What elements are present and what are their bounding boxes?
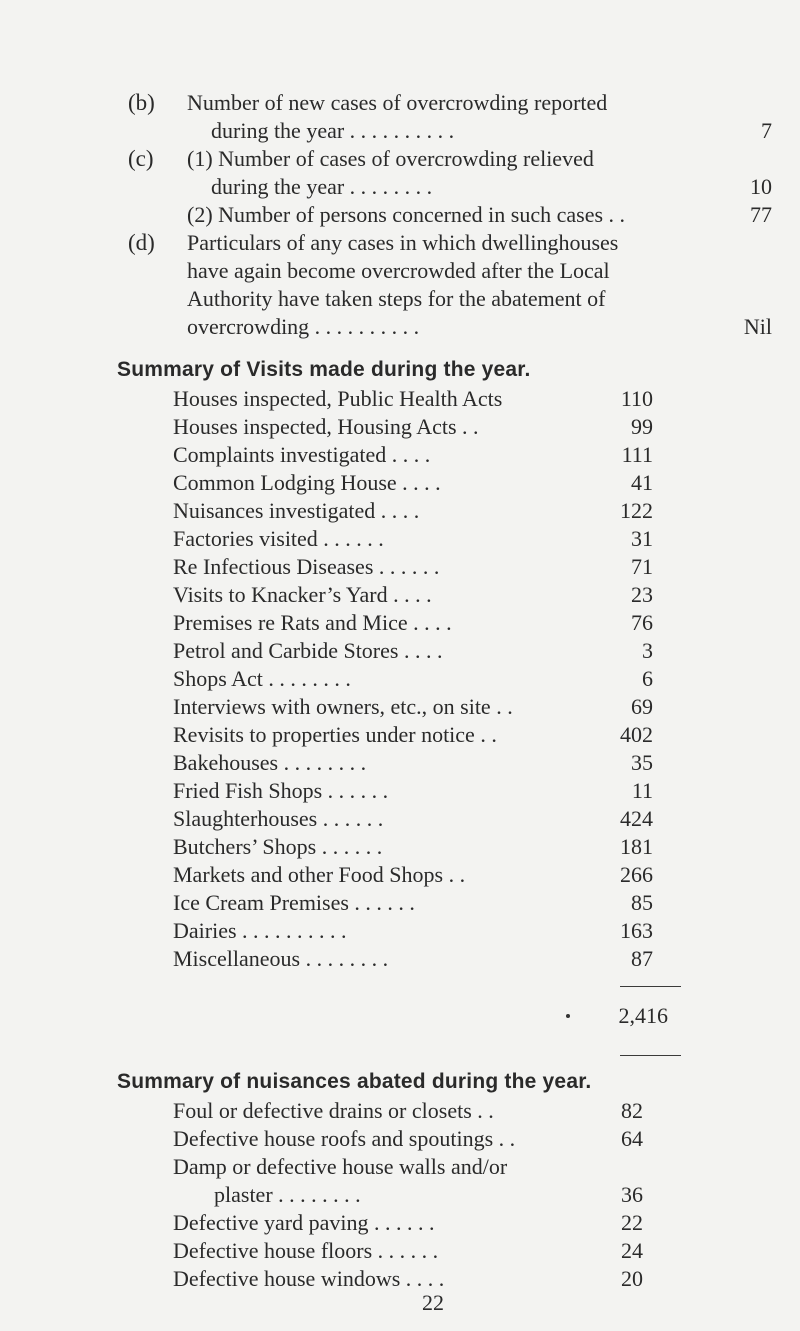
visits-row-value: 85: [631, 890, 653, 915]
item-d-line-3: Authority have taken steps for the abatement of: [187, 286, 606, 311]
visits-row-label: Miscellaneous . . . . . . . .: [173, 946, 389, 971]
item-label-d: (d): [128, 230, 155, 255]
visits-row-label: Interviews with owners, etc., on site . .: [173, 694, 513, 719]
visits-row-label: Revisits to properties under notice . .: [173, 722, 497, 747]
visits-row-value: 41: [631, 470, 653, 495]
visits-row-value: 23: [631, 582, 653, 607]
visits-row-label: Complaints investigated . . . .: [173, 442, 431, 467]
visits-total: 2,416: [618, 1003, 668, 1028]
nuisances-row-label: Defective yard paving . . . . . .: [173, 1210, 435, 1235]
visits-row-label: Fried Fish Shops . . . . . .: [173, 778, 389, 803]
item-b-value: 7: [761, 118, 772, 143]
item-d-line-4: overcrowding . . . . . . . . . .: [187, 314, 420, 339]
nuisances-row-label: Damp or defective house walls and/or: [173, 1154, 508, 1179]
item-d-line-2: have again become overcrowded after the Local: [187, 258, 610, 283]
item-d-value: Nil: [743, 314, 772, 339]
visits-row-value: 266: [620, 862, 653, 887]
visits-row-label: Houses inspected, Housing Acts . .: [173, 414, 479, 439]
item-b-line-1: Number of new cases of overcrowding reported: [187, 90, 608, 115]
visits-row-label: Markets and other Food Shops . .: [173, 862, 466, 887]
visits-row-value: 110: [620, 386, 653, 411]
total-bullet: [566, 1014, 570, 1018]
item-label-b: (b): [128, 90, 155, 115]
nuisances-row-label: Foul or defective drains or closets . .: [173, 1098, 494, 1123]
item-label-c: (c): [128, 146, 154, 171]
visits-row-value: 35: [631, 750, 653, 775]
visits-row-label: Slaughterhouses . . . . . .: [173, 806, 384, 831]
total-top-rule: [620, 986, 681, 987]
visits-row-value: 111: [621, 442, 653, 467]
visits-row-value: 163: [620, 918, 653, 943]
total-bottom-rule: [620, 1055, 681, 1056]
visits-row-value: 87: [631, 946, 653, 971]
visits-row-value: 424: [620, 806, 653, 831]
nuisances-row-value: 20: [621, 1266, 643, 1291]
nuisances-row-value: 64: [621, 1126, 643, 1151]
item-c1-line-1: (1) Number of cases of overcrowding relieved: [187, 146, 594, 171]
item-c2-value: 77: [750, 202, 772, 227]
visits-row-label: Butchers’ Shops . . . . . .: [173, 834, 383, 859]
visits-row-value: 31: [631, 526, 653, 551]
visits-row-value: 402: [620, 722, 653, 747]
nuisances-row-value: 22: [621, 1210, 643, 1235]
visits-row-value: 99: [631, 414, 653, 439]
item-c1-line-2: during the year . . . . . . . .: [211, 174, 433, 199]
visits-row-value: 71: [631, 554, 653, 579]
nuisances-row-label-continued: plaster . . . . . . . .: [214, 1182, 361, 1207]
visits-row-label: Petrol and Carbide Stores . . . .: [173, 638, 443, 663]
item-c2-line-1: (2) Number of persons concerned in such cases . .: [187, 202, 626, 227]
visits-row-label: Re Infectious Diseases . . . . . .: [173, 554, 440, 579]
visits-row-label: Premises re Rats and Mice . . . .: [173, 610, 452, 635]
visits-row-label: Houses inspected, Public Health Acts: [173, 386, 503, 411]
nuisances-row-value: 24: [621, 1238, 643, 1263]
visits-row-label: Nuisances investigated . . . .: [173, 498, 420, 523]
visits-row-value: 6: [642, 666, 653, 691]
visits-row-value: 69: [631, 694, 653, 719]
item-d-line-1: Particulars of any cases in which dwellinghouses: [187, 230, 619, 255]
item-b-line-2: during the year . . . . . . . . . .: [211, 118, 455, 143]
visits-row-label: Visits to Knacker’s Yard . . . .: [173, 582, 432, 607]
visits-row-value: 181: [620, 834, 653, 859]
visits-row-value: 122: [620, 498, 653, 523]
visits-row-label: Shops Act . . . . . . . .: [173, 666, 351, 691]
nuisances-row-label: Defective house floors . . . . . .: [173, 1238, 439, 1263]
visits-row-label: Dairies . . . . . . . . . .: [173, 918, 347, 943]
visits-row-label: Bakehouses . . . . . . . .: [173, 750, 367, 775]
visits-row-label: Common Lodging House . . . .: [173, 470, 441, 495]
visits-row-value: 3: [642, 638, 653, 663]
nuisances-row-value: 36: [621, 1182, 643, 1207]
nuisances-row-label: Defective house windows . . . .: [173, 1266, 445, 1291]
visits-row-label: Ice Cream Premises . . . . . .: [173, 890, 415, 915]
nuisances-heading: Summary of nuisances abated during the year.: [117, 1070, 592, 1093]
nuisances-row-label: Defective house roofs and spoutings . .: [173, 1126, 516, 1151]
item-c1-value: 10: [750, 174, 772, 199]
nuisances-row-value: 82: [621, 1098, 643, 1123]
visits-row-label: Factories visited . . . . . .: [173, 526, 384, 551]
visits-heading: Summary of Visits made during the year.: [117, 358, 531, 381]
page-number: 22: [422, 1290, 444, 1315]
visits-row-value: 76: [631, 610, 653, 635]
visits-row-value: 11: [631, 778, 653, 803]
